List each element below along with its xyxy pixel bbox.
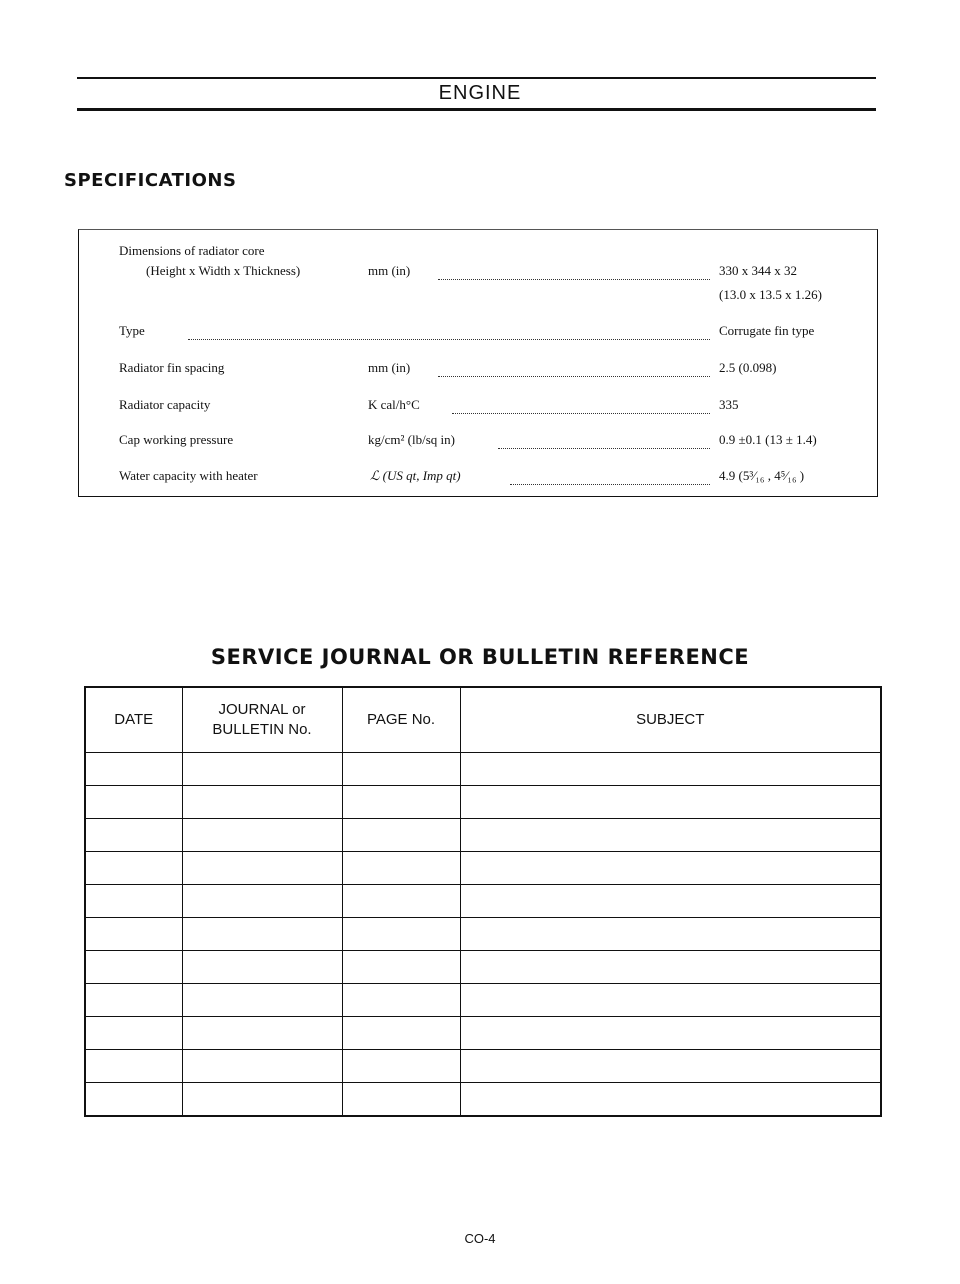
- spec-label-radiator-capacity: Radiator capacity: [119, 397, 211, 412]
- spec-value-water-capacity: 4.9 (5³⁄₁₆ , 4⁵⁄₁₆ ): [719, 468, 805, 483]
- leader-dots: [438, 265, 710, 280]
- spec-label-dimensions: Dimensions of radiator core: [119, 243, 265, 258]
- table-row: [85, 984, 881, 1017]
- column-header-date: DATE: [85, 687, 182, 753]
- spec-unit-cap-pressure: kg/cm² (lb/sq in): [368, 432, 455, 447]
- specifications-heading: SPECIFICATIONS: [64, 170, 237, 191]
- spec-value-fin-spacing: 2.5 (0.098): [719, 360, 777, 375]
- journal-cell: [182, 753, 342, 786]
- date-cell: [85, 1083, 182, 1117]
- subject-cell: [460, 819, 881, 852]
- date-cell: [85, 1050, 182, 1083]
- date-cell: [85, 819, 182, 852]
- page-cell: [342, 1050, 460, 1083]
- column-header-subject: SUBJECT: [460, 687, 881, 753]
- page-cell: [342, 786, 460, 819]
- table-header-row: [85, 687, 881, 753]
- page-cell: [342, 885, 460, 918]
- spec-value-type: Corrugate fin type: [719, 323, 815, 338]
- subject-cell: [460, 885, 881, 918]
- table-row: [85, 819, 881, 852]
- journal-cell: [182, 984, 342, 1017]
- page-cell: [342, 1083, 460, 1117]
- table-row: [85, 885, 881, 918]
- spec-unit-dimensions: mm (in): [368, 263, 411, 278]
- page-cell: [342, 753, 460, 786]
- spec-value-cap-pressure: 0.9 ±0.1 (13 ± 1.4): [719, 432, 817, 447]
- date-cell: [85, 1017, 182, 1050]
- spec-value2-dimensions: (13.0 x 13.5 x 1.26): [719, 287, 822, 302]
- spec-value-dimensions: 330 x 344 x 32: [719, 263, 797, 278]
- subject-cell: [460, 1083, 881, 1117]
- table-row: [85, 753, 881, 786]
- journal-cell: [182, 1083, 342, 1117]
- journal-cell: [182, 1017, 342, 1050]
- spec-label-water-capacity: Water capacity with heater: [119, 468, 258, 483]
- journal-table: [84, 686, 882, 1117]
- page-cell: [342, 918, 460, 951]
- spec-sublabel-dimensions: (Height x Width x Thickness): [146, 263, 301, 278]
- date-cell: [85, 753, 182, 786]
- header-bottom-rule: [77, 108, 876, 111]
- header-top-rule: [77, 77, 876, 79]
- leader-dots: [188, 325, 710, 340]
- page-title: ENGINE: [438, 82, 522, 104]
- column-header-journal: JOURNAL or BULLETIN No.: [182, 687, 342, 753]
- subject-cell: [460, 1050, 881, 1083]
- subject-cell: [460, 951, 881, 984]
- spec-value-radiator-capacity: 335: [719, 397, 739, 412]
- journal-cell: [182, 951, 342, 984]
- journal-cell: [182, 852, 342, 885]
- leader-dots: [498, 434, 710, 449]
- page-cell: [342, 951, 460, 984]
- leader-dots: [438, 362, 710, 377]
- table-row: [85, 1017, 881, 1050]
- journal-cell: [182, 1050, 342, 1083]
- table-row: [85, 918, 881, 951]
- column-header-page: PAGE No.: [342, 687, 460, 753]
- spec-unit-fin-spacing: mm (in): [368, 360, 411, 375]
- subject-cell: [460, 1017, 881, 1050]
- table-row: [85, 1083, 881, 1117]
- spec-unit-water-capacity: ℒ (US qt, Imp qt): [370, 468, 461, 483]
- date-cell: [85, 951, 182, 984]
- table-row: [85, 951, 881, 984]
- table-row: [85, 852, 881, 885]
- journal-cell: [182, 885, 342, 918]
- date-cell: [85, 918, 182, 951]
- date-cell: [85, 786, 182, 819]
- subject-cell: [460, 984, 881, 1017]
- page-cell: [342, 819, 460, 852]
- table-row: [85, 786, 881, 819]
- spec-label-fin-spacing: Radiator fin spacing: [119, 360, 225, 375]
- subject-cell: [460, 786, 881, 819]
- spec-label-type: Type: [119, 323, 145, 338]
- spec-label-cap-pressure: Cap working pressure: [119, 432, 234, 447]
- subject-cell: [460, 918, 881, 951]
- page-number: CO-4: [464, 1231, 496, 1246]
- subject-cell: [460, 753, 881, 786]
- journal-table-body: [85, 753, 881, 1117]
- leader-dots: [510, 470, 710, 485]
- journal-cell: [182, 819, 342, 852]
- page-cell: [342, 984, 460, 1017]
- journal-cell: [182, 786, 342, 819]
- date-cell: [85, 885, 182, 918]
- journal-cell: [182, 918, 342, 951]
- leader-dots: [452, 399, 710, 414]
- spec-unit-radiator-capacity: K cal/h°C: [368, 397, 420, 412]
- date-cell: [85, 852, 182, 885]
- page-cell: [342, 852, 460, 885]
- date-cell: [85, 984, 182, 1017]
- subject-cell: [460, 852, 881, 885]
- journal-heading: SERVICE JOURNAL OR BULLETIN REFERENCE: [210, 645, 750, 669]
- table-row: [85, 1050, 881, 1083]
- page-cell: [342, 1017, 460, 1050]
